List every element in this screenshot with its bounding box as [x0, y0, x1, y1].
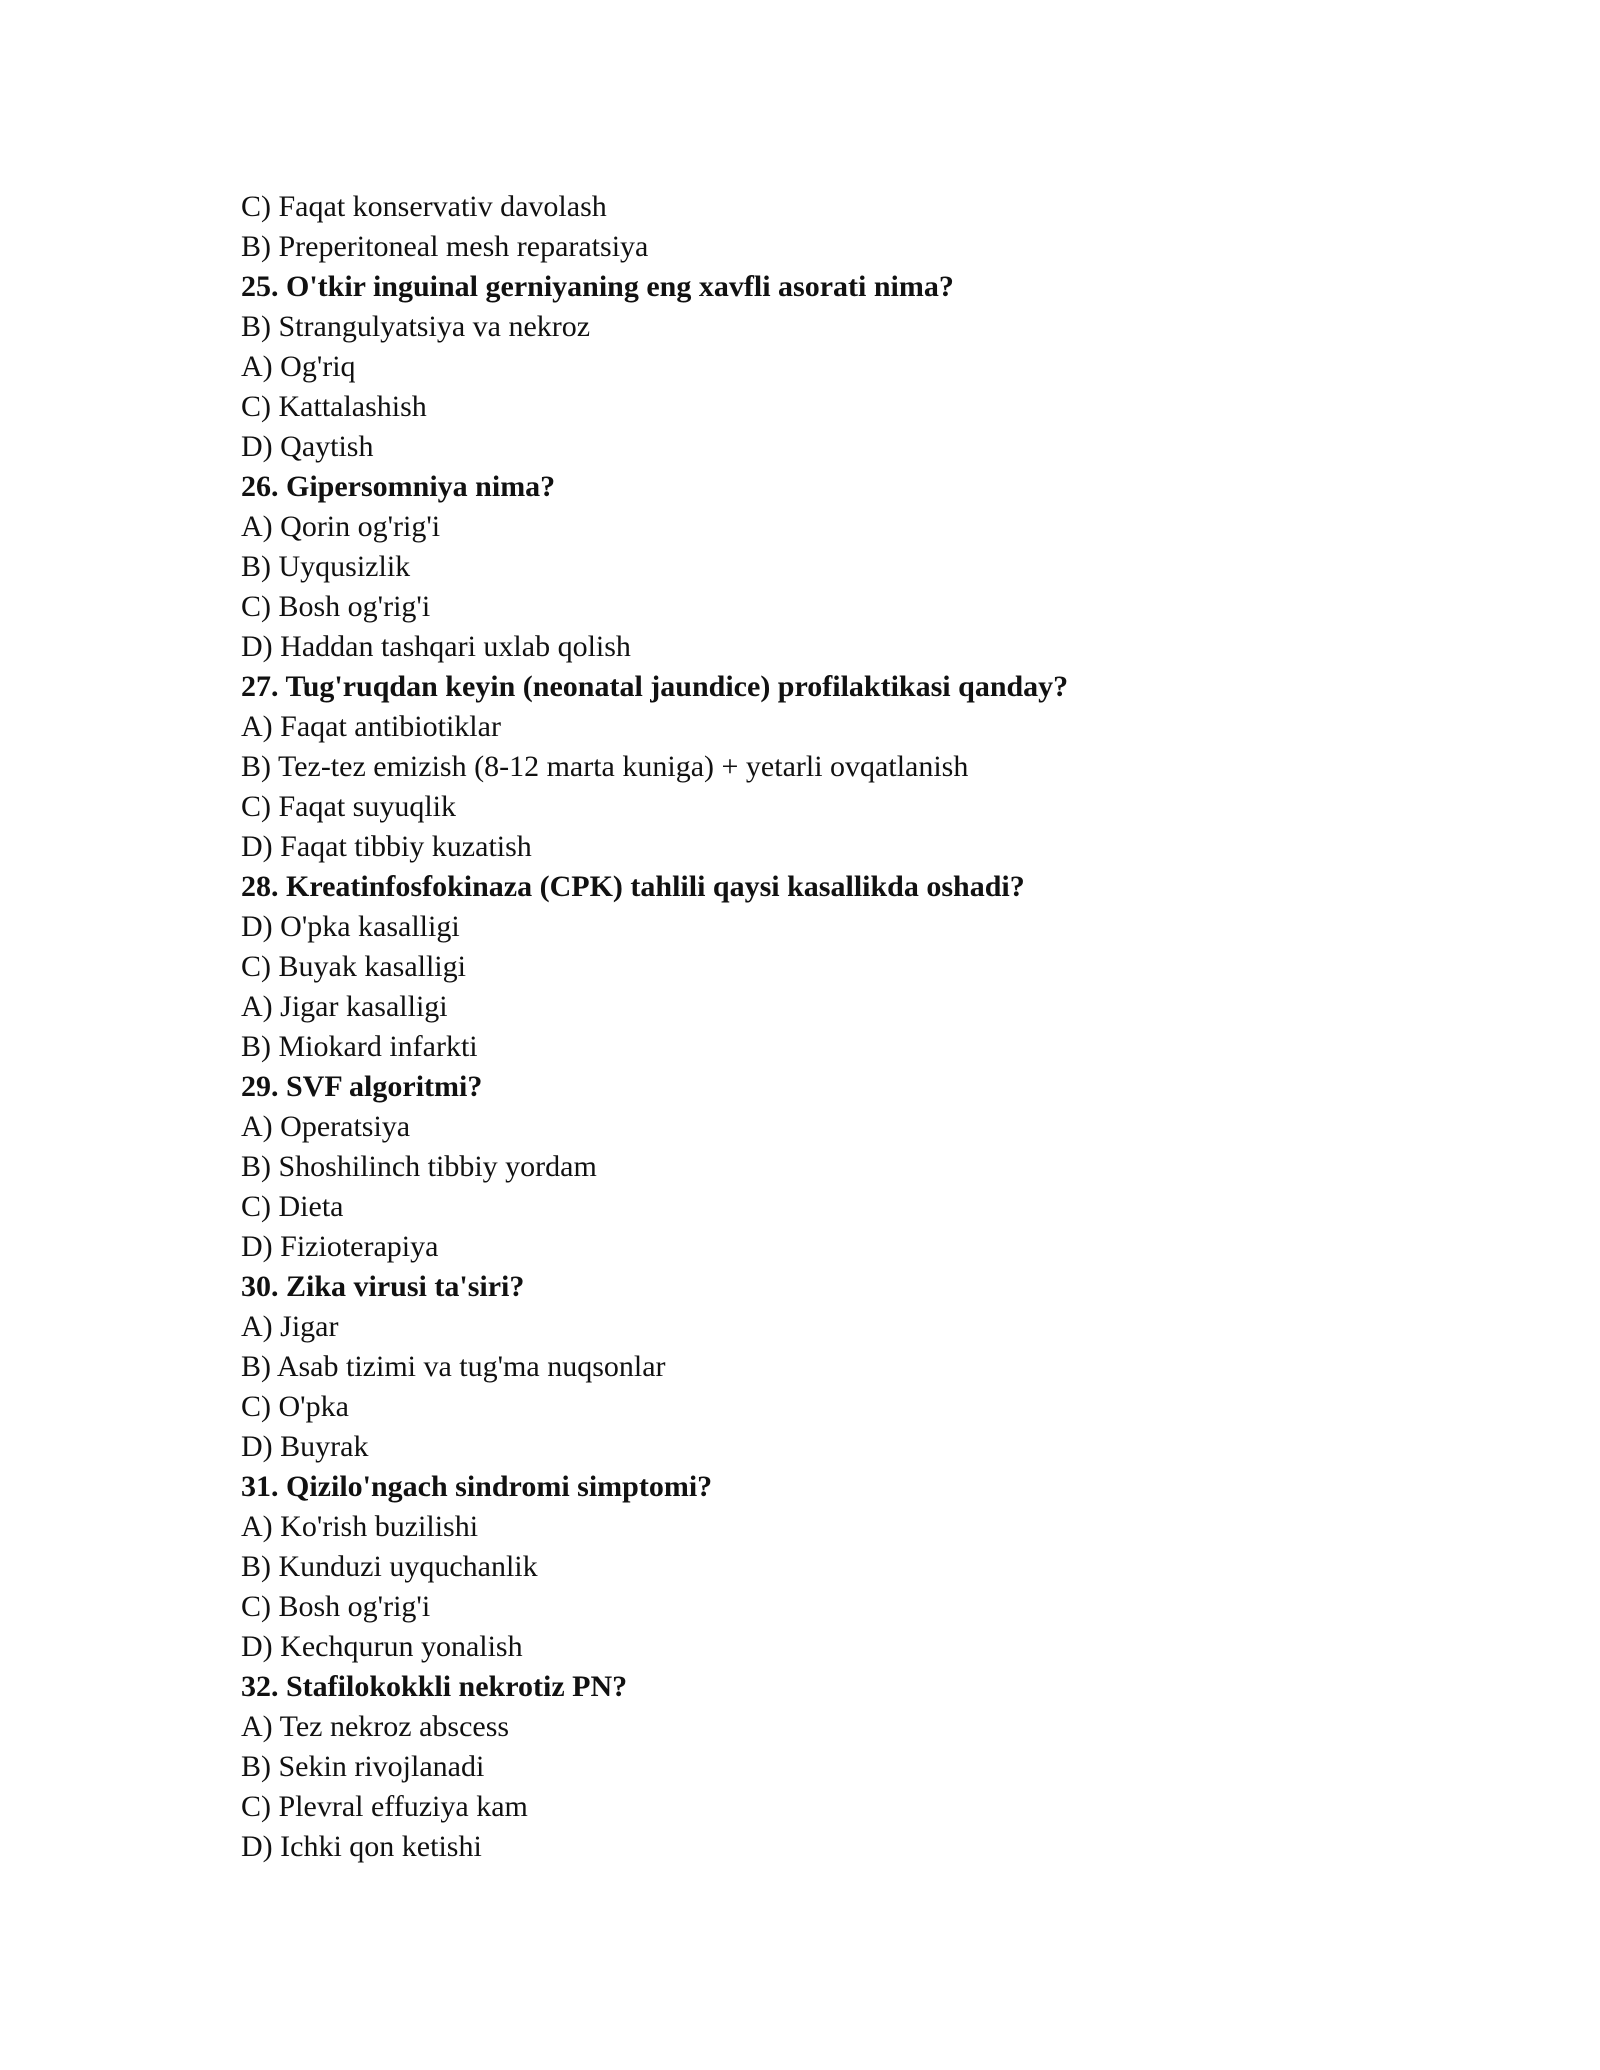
answer-option: D) Buyrak: [241, 1430, 369, 1463]
question-text: 25. O'tkir inguinal gerniyaning eng xavfli asorati nima?: [241, 270, 954, 303]
answer-option: B) Asab tizimi va tug'ma nuqsonlar: [241, 1350, 666, 1383]
answer-option: A) Jigar kasalligi: [241, 990, 448, 1023]
question-text: 30. Zika virusi ta'siri?: [241, 1270, 525, 1303]
answer-option: D) Kechqurun yonalish: [241, 1630, 523, 1663]
answer-option: C) Dieta: [241, 1190, 344, 1223]
answer-option: A) Operatsiya: [241, 1110, 411, 1143]
question-text: 28. Kreatinfosfokinaza (CPK) tahlili qaysi kasallikda oshadi?: [241, 870, 1025, 903]
answer-option: D) Fizioterapiya: [241, 1230, 439, 1263]
answer-option: C) Buyak kasalligi: [241, 950, 466, 983]
question-text: 27. Tug'ruqdan keyin (neonatal jaundice) profilaktikasi qanday?: [241, 670, 1069, 703]
answer-option: D) O'pka kasalligi: [241, 910, 460, 943]
question-text: 31. Qizilo'ngach sindromi simptomi?: [241, 1470, 713, 1503]
question-text: 26. Gipersomniya nima?: [241, 470, 556, 503]
answer-option: B) Uyqusizlik: [241, 550, 411, 583]
answer-option: C) Bosh og'rig'i: [241, 590, 431, 623]
answer-option: D) Ichki qon ketishi: [241, 1830, 482, 1863]
answer-option: B) Strangulyatsiya va nekroz: [241, 310, 591, 343]
answer-option: B) Miokard infarkti: [241, 1030, 478, 1063]
answer-option: D) Faqat tibbiy kuzatish: [241, 830, 532, 863]
question-text: 32. Stafilokokkli nekrotiz PN?: [241, 1670, 628, 1703]
answer-option: A) Tez nekroz abscess: [241, 1710, 510, 1743]
answer-option: A) Ko'rish buzilishi: [241, 1510, 479, 1543]
answer-option: A) Jigar: [241, 1310, 339, 1343]
answer-option: B) Kunduzi uyquchanlik: [241, 1550, 538, 1583]
answer-option: B) Shoshilinch tibbiy yordam: [241, 1150, 597, 1183]
answer-option: B) Preperitoneal mesh reparatsiya: [241, 230, 649, 263]
answer-option: A) Faqat antibiotiklar: [241, 710, 501, 743]
answer-option: D) Qaytish: [241, 430, 374, 463]
answer-option: C) Kattalashish: [241, 390, 427, 423]
answer-option: B) Sekin rivojlanadi: [241, 1750, 485, 1783]
answer-option: C) Plevral effuziya kam: [241, 1790, 528, 1823]
answer-option: C) O'pka: [241, 1390, 349, 1423]
answer-option: C) Faqat konservativ davolash: [241, 190, 607, 223]
answer-option: C) Faqat suyuqlik: [241, 790, 456, 823]
question-text: 29. SVF algoritmi?: [241, 1070, 483, 1103]
answer-option: D) Haddan tashqari uxlab qolish: [241, 630, 631, 663]
answer-option: C) Bosh og'rig'i: [241, 1590, 431, 1623]
answer-option: A) Og'riq: [241, 350, 356, 383]
answer-option: A) Qorin og'rig'i: [241, 510, 441, 543]
question-list: [241, 187, 1421, 1867]
answer-option: B) Tez-tez emizish (8-12 marta kuniga) + yetarli ovqatlanish: [241, 750, 969, 783]
